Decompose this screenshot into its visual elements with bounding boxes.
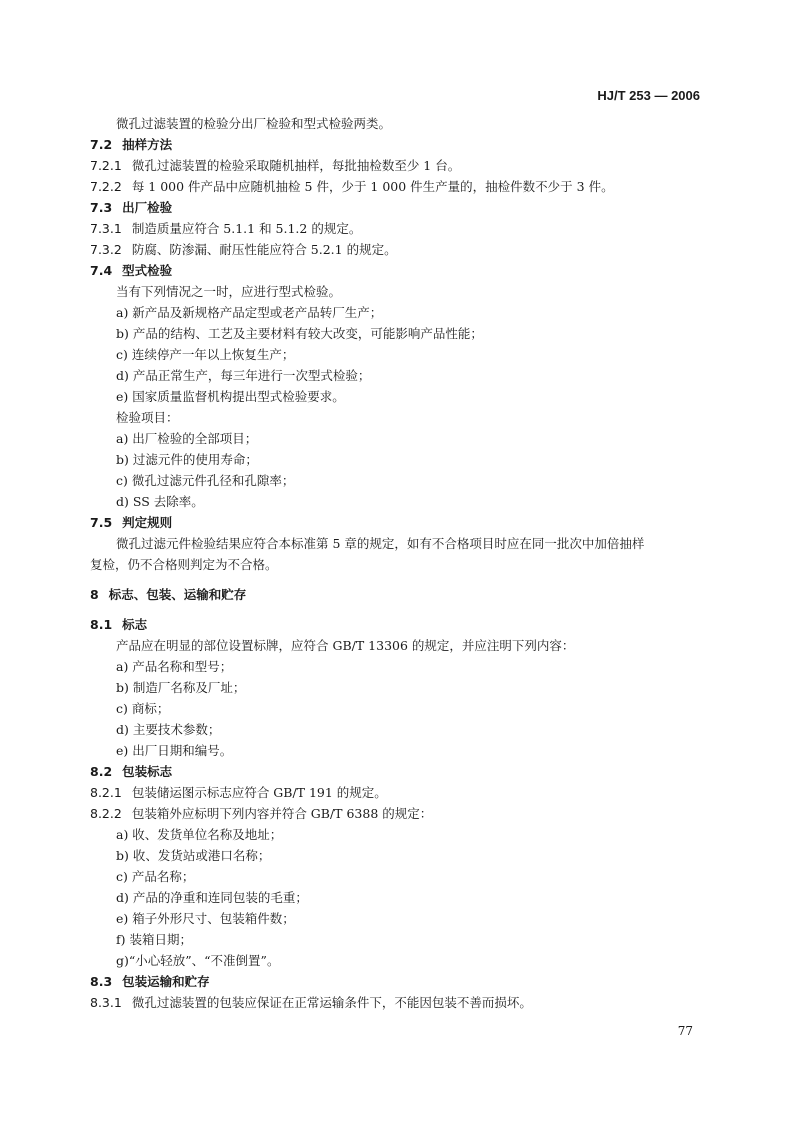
line-text: d) 产品正常生产，每三年进行一次型式检验； <box>116 368 371 383</box>
line-text: 抽样方法 <box>122 137 173 152</box>
clause-number: 7.2.1 <box>90 158 122 173</box>
line-text: d) SS 去除率。 <box>116 494 204 509</box>
paragraph-line <box>116 825 282 845</box>
line-text: 包装运输和贮存 <box>122 974 210 989</box>
paragraph-line <box>116 429 257 449</box>
paragraph-line <box>116 678 245 698</box>
paragraph-line <box>116 657 232 677</box>
line-text: 复检，仍不合格则判定为不合格。 <box>90 557 278 572</box>
clause-number: 7.2.2 <box>90 179 122 194</box>
clause-number: 8 <box>90 587 99 602</box>
clause-number: 7.3.2 <box>90 242 122 257</box>
line-text: d) 产品的净重和连同包装的毛重； <box>116 890 308 905</box>
paragraph-line <box>116 450 258 470</box>
paragraph-line <box>116 846 270 866</box>
line-text: a) 收、发货单位名称及地址； <box>116 827 283 842</box>
line-text: 检验项目： <box>116 410 179 425</box>
paragraph-line <box>116 534 644 554</box>
line-text: a) 产品名称和型号； <box>116 659 233 674</box>
paragraph-line <box>116 720 220 740</box>
paragraph-line <box>116 951 279 971</box>
line-text: 型式检验 <box>122 263 173 278</box>
paragraph-line <box>116 471 294 491</box>
line-text: 微孔过滤装置的检验分出厂检验和型式检验两类。 <box>116 116 392 131</box>
clause-item <box>90 804 432 824</box>
paragraph-line <box>116 909 295 929</box>
section-heading <box>90 261 172 281</box>
paragraph-line <box>116 345 294 365</box>
clause-number: 8.2 <box>90 764 113 779</box>
paragraph-line <box>116 408 179 428</box>
paragraph-continuation <box>90 555 278 575</box>
line-text: 当有下列情况之一时，应进行型式检验。 <box>116 284 342 299</box>
clause-number: 8.1 <box>90 617 113 632</box>
section-heading <box>90 513 172 533</box>
page-number: 77 <box>677 1024 693 1038</box>
line-text: 包装储运图示标志应符合 GB/T 191 的规定。 <box>131 785 387 800</box>
line-text: 包装箱外应标明下列内容并符合 GB/T 6388 的规定： <box>131 806 433 821</box>
line-text: 产品应在明显的部位设置标牌，应符合 GB/T 13306 的规定，并应注明下列内容： <box>116 638 575 653</box>
clause-number: 8.3 <box>90 974 113 989</box>
clause-item <box>90 219 361 239</box>
line-text: b) 过滤元件的使用寿命； <box>116 452 258 467</box>
line-text: b) 产品的结构、工艺及主要材料有较大改变，可能影响产品性能； <box>116 326 483 341</box>
line-text: c) 微孔过滤元件孔径和孔隙率； <box>116 473 295 488</box>
paragraph-line <box>116 366 370 386</box>
paragraph-line <box>116 930 192 950</box>
paragraph-line <box>116 492 204 512</box>
line-text: e) 箱子外形尺寸、包装箱件数； <box>116 911 295 926</box>
paragraph-line <box>116 114 391 134</box>
line-text: 出厂检验 <box>122 200 173 215</box>
clause-item <box>90 783 387 803</box>
line-text: 微孔过滤装置的检验采取随机抽样，每批抽检数至少 1 台。 <box>131 158 461 173</box>
clause-number: 8.2.1 <box>90 785 122 800</box>
section-heading <box>90 615 147 635</box>
line-text: g)“小心轻放”、“不准倒置”。 <box>116 953 280 968</box>
clause-item <box>90 240 397 260</box>
clause-item <box>90 156 460 176</box>
clause-item <box>90 177 614 197</box>
clause-number: 8.3.1 <box>90 995 122 1010</box>
line-text: d) 主要技术参数； <box>116 722 221 737</box>
clause-number: 7.4 <box>90 263 113 278</box>
paragraph-line <box>116 888 308 908</box>
line-text: 微孔过滤元件检验结果应符合本标准第 5 章的规定，如有不合格项目时应在同一批次中加倍抽样 <box>116 536 645 551</box>
clause-number: 7.2 <box>90 137 113 152</box>
line-text: 微孔过滤装置的包装应保证在正常运输条件下，不能因包装不善而损坏。 <box>131 995 532 1010</box>
line-text: e) 国家质量监督机构提出型式检验要求。 <box>116 389 345 404</box>
line-text: a) 新产品及新规格产品定型或老产品转厂生产； <box>116 305 383 320</box>
clause-number: 7.5 <box>90 515 113 530</box>
line-text: b) 制造厂名称及厂址； <box>116 680 246 695</box>
section-heading <box>90 198 172 218</box>
clause-number: 7.3.1 <box>90 221 122 236</box>
clause-number: 7.3 <box>90 200 113 215</box>
line-text: b) 收、发货站或港口名称； <box>116 848 271 863</box>
line-text: c) 商标； <box>116 701 170 716</box>
line-text: e) 出厂日期和编号。 <box>116 743 233 758</box>
line-text: 判定规则 <box>122 515 173 530</box>
section-heading <box>90 762 172 782</box>
section-heading <box>90 972 210 992</box>
line-text: a) 出厂检验的全部项目； <box>116 431 258 446</box>
paragraph-line <box>116 741 232 761</box>
paragraph-line <box>116 867 194 887</box>
clause-number: 8.2.2 <box>90 806 122 821</box>
document-code: HJ/T 253 — 2006 <box>597 88 700 103</box>
line-text: 每 1 000 件产品中应随机抽检 5 件，少于 1 000 件生产量的，抽检件数不少于 3 件。 <box>131 179 614 194</box>
clause-item <box>90 993 532 1013</box>
paragraph-line <box>116 324 483 344</box>
line-text: c) 连续停产一年以上恢复生产； <box>116 347 295 362</box>
line-text: 制造质量应符合 5.1.1 和 5.1.2 的规定。 <box>131 221 362 236</box>
paragraph-line <box>116 282 341 302</box>
line-text: 防腐、防渗漏、耐压性能应符合 5.2.1 的规定。 <box>131 242 397 257</box>
paragraph-line <box>116 699 169 719</box>
section-heading <box>90 135 172 155</box>
paragraph-line <box>116 636 574 656</box>
paragraph-line <box>116 303 382 323</box>
section-heading <box>90 585 246 605</box>
line-text: 包装标志 <box>122 764 173 779</box>
line-text: 标志、包装、运输和贮存 <box>108 587 247 602</box>
paragraph-line <box>116 387 345 407</box>
line-text: 标志 <box>122 617 148 632</box>
line-text: c) 产品名称； <box>116 869 195 884</box>
line-text: f) 装箱日期； <box>116 932 192 947</box>
